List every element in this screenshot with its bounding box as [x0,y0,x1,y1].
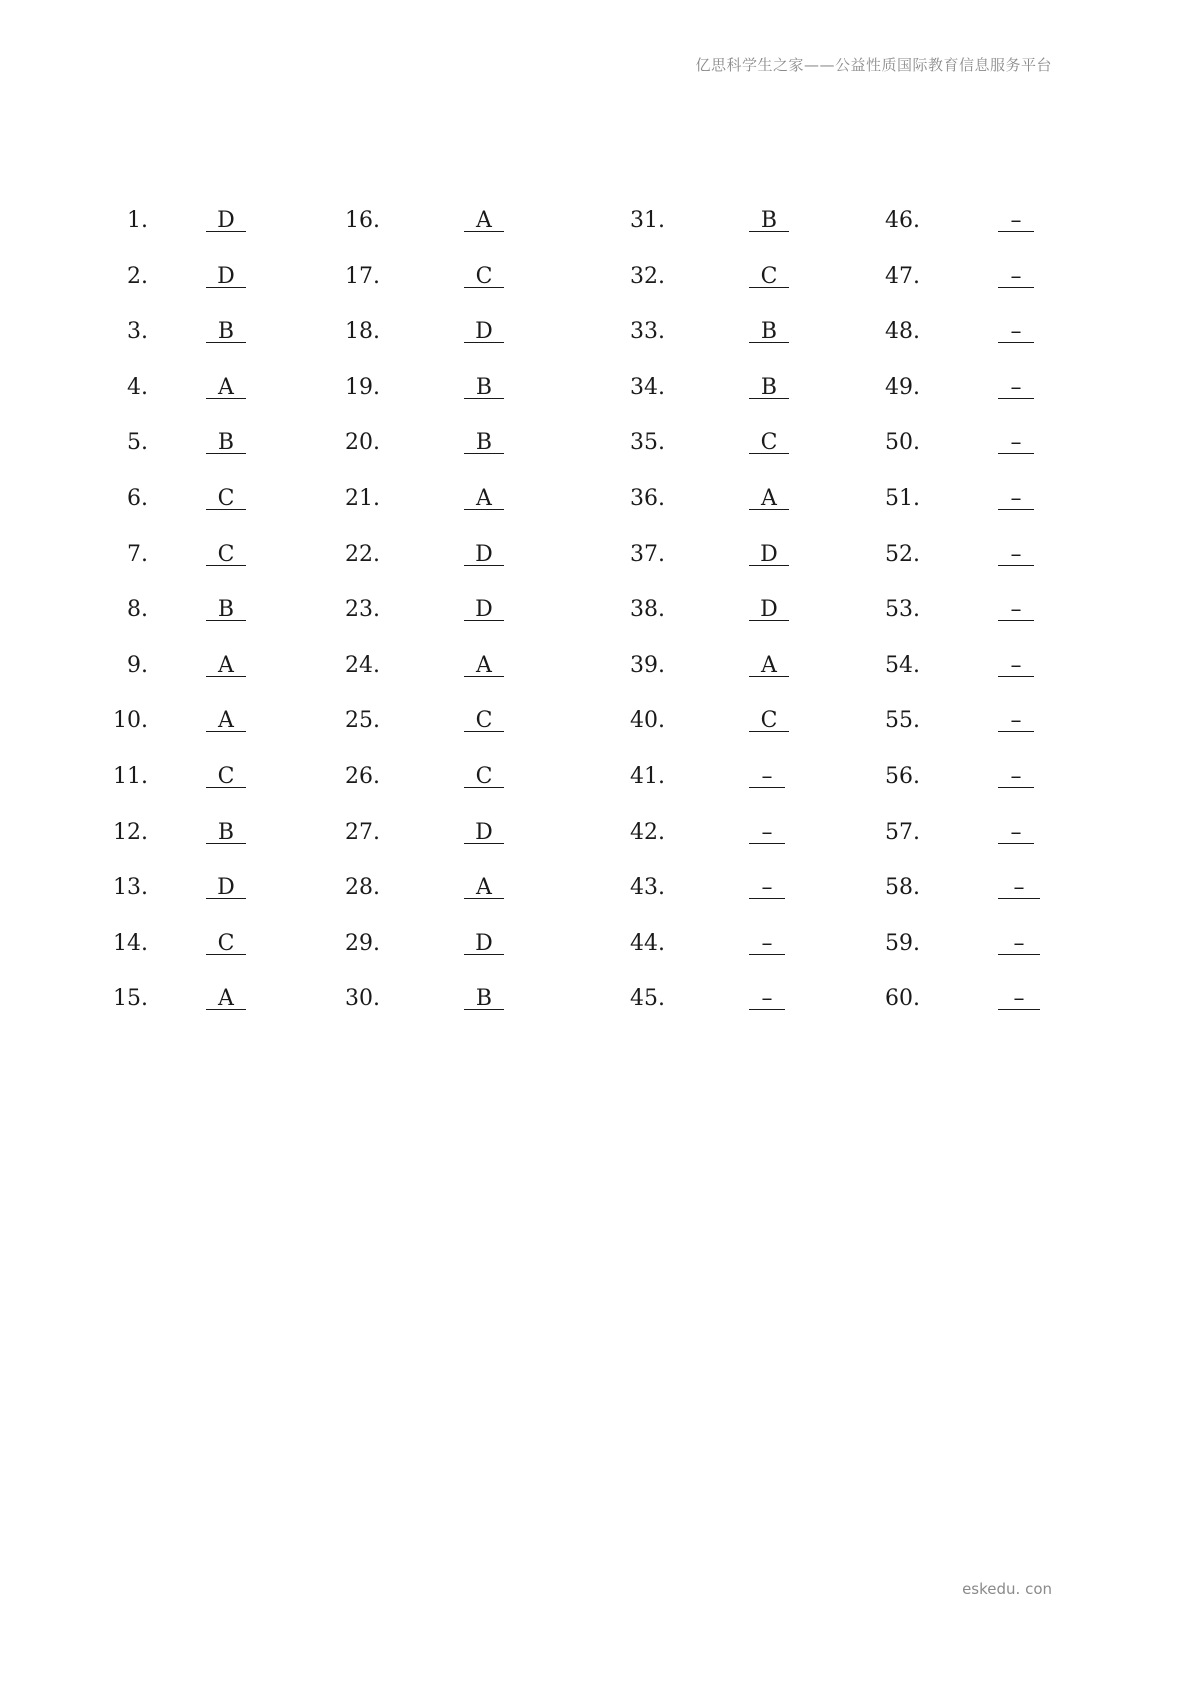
answer-blank [998,201,1034,241]
answer-letter: – [761,986,773,1012]
answer-underline [464,287,504,288]
question-number: 12. [113,819,148,845]
answer-underline [206,509,246,510]
answer-underline [749,509,789,510]
question-number: 26. [345,764,380,789]
answer-underline [206,731,246,732]
answer-blank [749,312,789,352]
question-number: 55. [885,708,920,734]
answer-blank [206,813,246,853]
answer-blank [749,535,789,575]
answer-underline [464,676,504,677]
question-number: 18. [345,319,380,345]
answer-underline [206,398,246,399]
answer-letter: – [761,819,773,845]
answer-blank [749,257,789,297]
answer-letter: B [475,430,493,456]
question-number: 39. [630,652,665,678]
question-number: 37. [630,541,665,567]
answer-letter: B [217,597,235,623]
question-number: 13. [113,875,148,901]
answer-blank [464,368,504,408]
answer-letter: C [760,430,778,456]
question-number: 2. [127,263,148,289]
answer-blank [998,701,1034,741]
answer-underline [206,287,246,288]
answer-underline [749,1009,785,1010]
answer-letter: – [1010,597,1022,623]
answer-blank [749,757,785,797]
answer-blank [206,535,246,575]
question-number: 28. [345,875,380,901]
answer-letter: A [218,652,234,678]
answer-underline [998,453,1034,454]
answer-blank [749,813,785,853]
answer-underline [749,787,785,788]
answer-letter: A [476,208,492,233]
answer-blank [206,868,246,908]
answer-underline [464,1009,504,1010]
answer-underline [464,954,504,955]
answer-blank [998,979,1040,1019]
answer-underline [749,620,789,621]
answer-letter: A [761,652,777,678]
answer-letter: – [1010,764,1022,789]
answer-underline [464,453,504,454]
question-number: 35. [630,430,665,456]
question-number: 51. [885,486,920,511]
answer-underline [206,231,246,232]
answer-blank [206,201,246,241]
answer-blank [749,368,789,408]
answer-letter: – [1010,486,1022,511]
question-number: 4. [127,374,148,400]
page-footer-text: eskedu. con [962,1580,1052,1598]
question-number: 34. [630,374,665,400]
answer-blank [464,590,504,630]
answer-letter: A [476,875,492,901]
question-number: 7. [127,541,148,567]
answer-letter: – [1010,652,1022,678]
question-number: 19. [345,374,380,400]
answer-underline [206,954,246,955]
answer-letter: C [760,263,778,289]
answer-blank [206,924,246,964]
answer-underline [464,342,504,343]
answer-blank [749,868,785,908]
question-number: 8. [127,597,148,623]
answer-underline [206,620,246,621]
answer-letter: B [475,374,493,400]
question-number: 42. [630,819,665,845]
answer-letter: B [217,430,235,456]
answer-blank [464,924,504,964]
answer-letter: D [475,930,493,956]
answer-letter: C [475,263,493,289]
question-number: 27. [345,819,380,845]
answer-underline [998,231,1034,232]
answer-underline [206,1009,246,1010]
answer-blank [998,757,1034,797]
answer-letter: – [1010,319,1022,345]
question-number: 54. [885,652,920,678]
answer-underline [206,342,246,343]
question-number: 41. [630,764,665,789]
answer-underline [749,453,789,454]
answer-letter: – [761,930,773,956]
answer-letter: D [475,541,493,567]
answer-blank [206,979,246,1019]
answer-letter: A [761,486,777,511]
question-number: 22. [345,541,380,567]
answer-underline [749,954,785,955]
answer-underline [998,843,1034,844]
answer-blank [749,646,789,686]
question-number: 56. [885,764,920,789]
answer-underline [998,287,1034,288]
question-number: 1. [127,208,148,233]
answer-letter: – [1010,708,1022,734]
answer-letter: B [475,986,493,1012]
answer-blank [998,535,1034,575]
answer-letter: B [217,319,235,345]
answer-underline [749,287,789,288]
answer-underline [998,620,1034,621]
answer-blank [749,979,785,1019]
question-number: 24. [345,652,380,678]
question-number: 52. [885,541,920,567]
answer-blank [998,924,1040,964]
answer-underline [206,898,246,899]
answer-letter: D [475,597,493,623]
page-header-text: 亿思科学生之家——公益性质国际教育信息服务平台 [695,56,1052,74]
answer-blank [998,479,1034,519]
question-number: 23. [345,597,380,623]
question-number: 16. [345,208,380,233]
answer-letter: D [760,597,778,623]
answer-blank [464,757,504,797]
answer-letter: D [217,208,235,233]
answer-blank [998,868,1040,908]
answer-blank [749,201,789,241]
answer-blank [464,479,504,519]
question-number: 43. [630,875,665,901]
question-number: 20. [345,430,380,456]
answer-blank [206,423,246,463]
question-number: 53. [885,597,920,623]
answer-letter: A [476,486,492,511]
question-number: 5. [127,430,148,456]
question-number: 58. [885,875,920,901]
answer-letter: – [1010,819,1022,845]
question-number: 50. [885,430,920,456]
answer-underline [998,342,1034,343]
question-number: 10. [113,708,148,734]
question-number: 6. [127,486,148,511]
answer-underline [464,843,504,844]
question-number: 59. [885,930,920,956]
answer-blank [206,757,246,797]
answer-blank [464,312,504,352]
answer-blank [206,312,246,352]
answer-letter: C [217,930,235,956]
answer-blank [464,257,504,297]
answer-letter: B [760,374,778,400]
answer-blank [464,701,504,741]
answer-letter: B [760,319,778,345]
answer-blank [998,813,1034,853]
answer-blank [998,257,1034,297]
question-number: 29. [345,930,380,956]
answer-letter: C [760,708,778,734]
question-number: 21. [345,486,380,511]
answer-letter: – [1010,430,1022,456]
answer-letter: – [1013,930,1025,956]
answer-blank [206,701,246,741]
question-number: 11. [113,764,148,789]
answer-letter: – [1010,374,1022,400]
answer-underline [464,731,504,732]
answer-letter: – [1010,263,1022,289]
answer-blank [464,813,504,853]
answer-letter: A [476,652,492,678]
answer-blank [998,312,1034,352]
answer-underline [464,898,504,899]
answer-letter: D [760,541,778,567]
answer-letter: D [475,319,493,345]
answer-underline [206,787,246,788]
question-number: 44. [630,930,665,956]
answer-blank [206,646,246,686]
answer-letter: – [1010,208,1022,233]
answer-underline [464,398,504,399]
answer-letter: – [1010,541,1022,567]
answer-underline [749,565,789,566]
answer-blank [464,979,504,1019]
question-number: 14. [113,930,148,956]
answer-underline [206,565,246,566]
answer-underline [998,898,1040,899]
answer-blank [206,479,246,519]
answer-blank [464,535,504,575]
answer-underline [749,898,785,899]
answer-blank [749,924,785,964]
answer-underline [749,231,789,232]
answer-underline [749,843,785,844]
answer-underline [206,453,246,454]
answer-underline [464,231,504,232]
question-number: 9. [127,652,148,678]
answer-blank [998,368,1034,408]
answer-underline [206,843,246,844]
answer-underline [749,342,789,343]
answer-blank [206,590,246,630]
answer-letter: D [475,819,493,845]
question-number: 47. [885,263,920,289]
answer-letter: C [217,486,235,511]
question-number: 31. [630,208,665,233]
answer-blank [206,257,246,297]
answer-underline [749,676,789,677]
answer-underline [998,787,1034,788]
question-number: 36. [630,486,665,511]
answer-letter: A [218,708,234,734]
answer-underline [464,787,504,788]
question-number: 3. [127,319,148,345]
answer-blank [464,423,504,463]
answer-underline [206,676,246,677]
question-number: 32. [630,263,665,289]
answer-blank [464,868,504,908]
answer-letter: – [1013,875,1025,901]
answer-blank [998,423,1034,463]
answer-underline [998,398,1034,399]
answer-letter: D [217,263,235,289]
answer-underline [998,954,1040,955]
question-number: 48. [885,319,920,345]
answer-letter: C [217,541,235,567]
answer-underline [998,509,1034,510]
answer-letter: – [1013,986,1025,1012]
answer-blank [464,646,504,686]
answer-letter: C [475,764,493,789]
answer-letter: C [217,764,235,789]
answer-letter: B [217,819,235,845]
answer-underline [998,565,1034,566]
answer-blank [749,479,789,519]
answer-blank [749,423,789,463]
question-number: 33. [630,319,665,345]
answer-underline [749,731,789,732]
question-number: 45. [630,986,665,1012]
answer-underline [749,398,789,399]
answer-underline [464,620,504,621]
question-number: 57. [885,819,920,845]
answer-blank [998,590,1034,630]
question-number: 40. [630,708,665,734]
answer-letter: – [761,764,773,789]
question-number: 38. [630,597,665,623]
question-number: 49. [885,374,920,400]
answer-letter: B [760,208,778,233]
answer-blank [749,590,789,630]
answer-letter: D [217,875,235,901]
question-number: 17. [345,263,380,289]
question-number: 60. [885,986,920,1012]
answer-blank [206,368,246,408]
answer-blank [749,701,789,741]
answer-underline [464,565,504,566]
question-number: 25. [345,708,380,734]
answer-letter: A [218,986,234,1012]
question-number: 46. [885,208,920,233]
answer-letter: – [761,875,773,901]
answer-underline [464,509,504,510]
answer-blank [464,201,504,241]
question-number: 15. [113,986,148,1012]
answer-blank [998,646,1034,686]
answer-underline [998,731,1034,732]
answer-underline [998,1009,1040,1010]
answer-underline [998,676,1034,677]
question-number: 30. [345,986,380,1012]
answer-letter: A [218,374,234,400]
answer-letter: C [475,708,493,734]
